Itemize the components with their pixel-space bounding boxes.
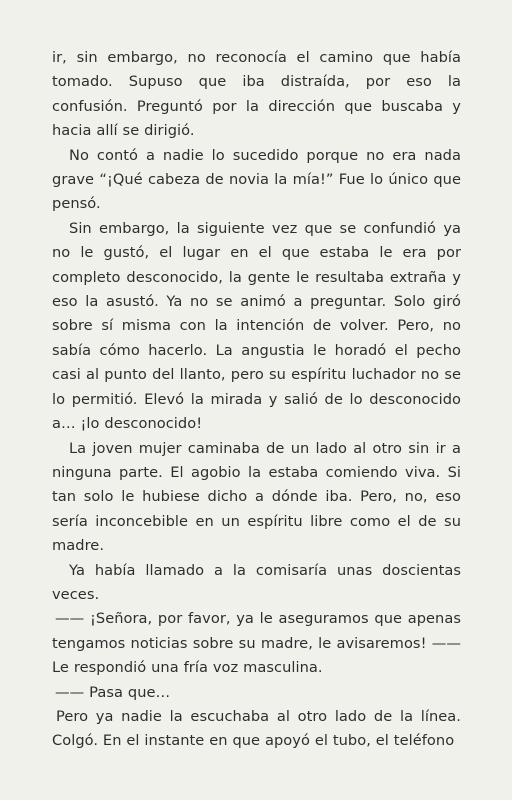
paragraph-continuation: ir, sin embargo, no reconocía el camino que había tomado. Supuso que iba distraída, por eso la confusión. Preguntó por la dirección que buscaba y hacia allí se dirigió. [52, 49, 461, 140]
paragraph-pero-ya-nadie: Pero ya nadie la escuchaba al otro lado de la línea. Colgó. En el instante en que apoyó el tubo, el teléfono [52, 707, 461, 750]
paragraph-comisaria: Ya había llamado a la comisaría unas doscientas veces. [52, 561, 461, 603]
paragraph-sin-embargo: Sin embargo, la siguiente vez que se confundió ya no le gustó, el lugar en el que estaba le era por completo desconocido, la gente le resultaba extraña y eso la asustó. Ya no se animó a preguntar. Solo giró sobre sí misma con la intención de volver. Pero, no sabía cómo hacerlo. La angustia le horadó el pecho casi al punto del llanto, pero su espíritu luchador no se lo permitió. Elevó la mirada y salió de lo desconocido a… ¡lo desconocido! [52, 219, 461, 433]
document-body [52, 46, 461, 754]
paragraph-joven-mujer: La joven mujer caminaba de un lado al otro sin ir a ninguna parte. El agobio la estaba comiendo viva. Si tan solo le hubiese dicho a dónde iba. Pero, no, eso sería inconcebible en un espíritu libre como el de su madre. [52, 439, 461, 555]
paragraph-no-conto: No contó a nadie lo sucedido porque no era nada grave “¡Qué cabeza de novia la mía!” Fue lo único que pensó. [52, 146, 461, 213]
dialogue-senora: —— ¡Señora, por favor, ya le aseguramos que apenas tengamos noticias sobre su madre, le avisaremos! —— Le respondió una fría voz masculina. [52, 610, 461, 677]
dialogue-pasa-que: —— Pasa que… [55, 683, 171, 701]
